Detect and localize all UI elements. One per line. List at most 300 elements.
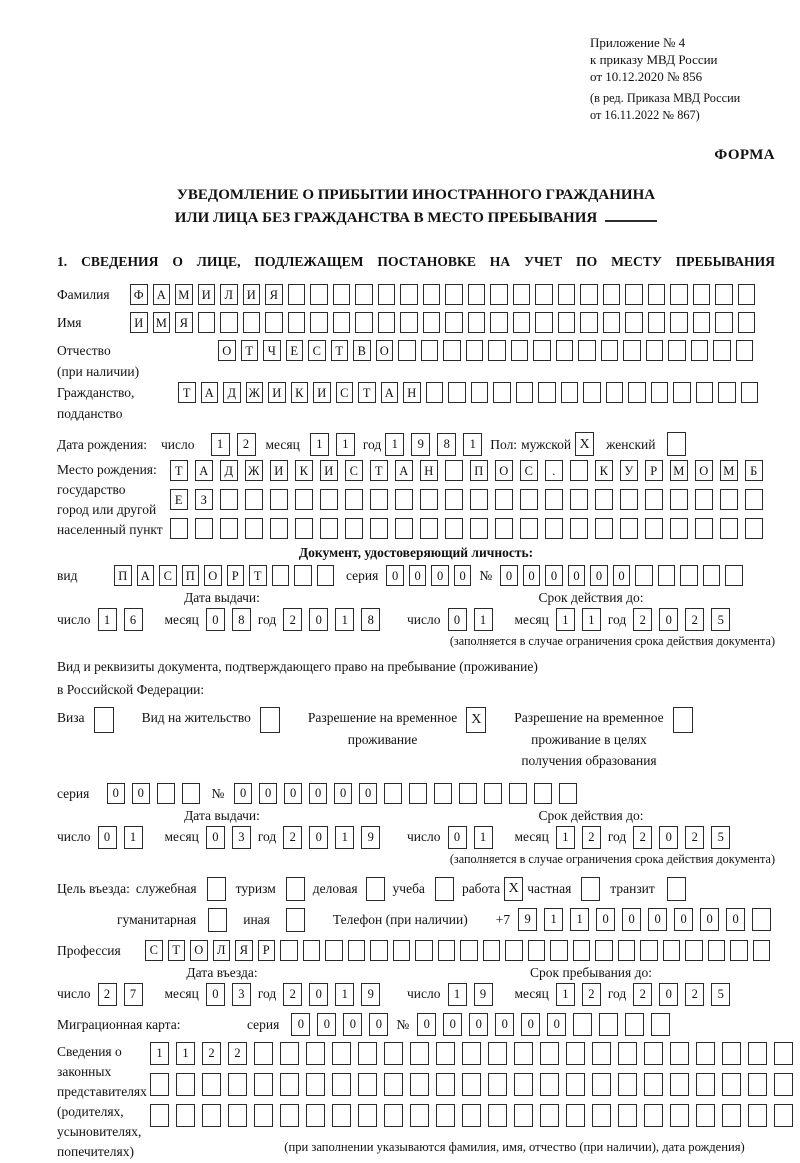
char-cell[interactable]: [245, 489, 263, 510]
char-cell[interactable]: [645, 518, 663, 539]
char-cell[interactable]: [398, 340, 416, 361]
char-cell[interactable]: [774, 1042, 793, 1065]
char-cell[interactable]: 0: [495, 1013, 514, 1036]
char-cell[interactable]: 0: [309, 783, 327, 804]
char-cell[interactable]: [514, 1073, 533, 1096]
char-cell[interactable]: 0: [568, 565, 586, 586]
char-cell[interactable]: [294, 565, 312, 586]
char-cell[interactable]: [182, 783, 200, 804]
char-cell[interactable]: К: [595, 460, 613, 481]
char-cell[interactable]: [595, 518, 613, 539]
char-cell[interactable]: С: [345, 460, 363, 481]
char-cell[interactable]: Б: [745, 460, 763, 481]
char-cell[interactable]: М: [670, 460, 688, 481]
char-cell[interactable]: 0: [431, 565, 449, 586]
char-cell[interactable]: [483, 940, 501, 961]
char-cell[interactable]: [410, 1042, 429, 1065]
char-cell[interactable]: [493, 382, 511, 403]
char-cell[interactable]: [651, 1013, 670, 1036]
char-cell[interactable]: [295, 489, 313, 510]
char-cell[interactable]: 1: [336, 433, 355, 456]
char-cell[interactable]: 0: [284, 783, 302, 804]
char-cell[interactable]: [670, 312, 688, 333]
char-cell[interactable]: 1: [98, 608, 117, 631]
char-cell[interactable]: [670, 518, 688, 539]
char-cell[interactable]: А: [195, 460, 213, 481]
char-cell[interactable]: [774, 1073, 793, 1096]
char-cell[interactable]: [623, 340, 641, 361]
char-cell[interactable]: [592, 1042, 611, 1065]
char-cell[interactable]: [620, 489, 638, 510]
char-cell[interactable]: [295, 518, 313, 539]
char-cell[interactable]: [220, 489, 238, 510]
char-cell[interactable]: [370, 518, 388, 539]
char-cell[interactable]: [370, 489, 388, 510]
char-cell[interactable]: [170, 518, 188, 539]
char-cell[interactable]: Т: [168, 940, 186, 961]
char-cell[interactable]: [150, 1104, 169, 1127]
visa-checkbox[interactable]: [94, 707, 114, 733]
char-cell[interactable]: 0: [448, 608, 467, 631]
char-cell[interactable]: [280, 1073, 299, 1096]
char-cell[interactable]: 0: [596, 908, 615, 931]
char-cell[interactable]: О: [495, 460, 513, 481]
char-cell[interactable]: 0: [523, 565, 541, 586]
char-cell[interactable]: 2: [633, 826, 652, 849]
char-cell[interactable]: 9: [411, 433, 430, 456]
char-cell[interactable]: С: [308, 340, 326, 361]
char-cell[interactable]: [303, 940, 321, 961]
char-cell[interactable]: 2: [685, 826, 704, 849]
char-cell[interactable]: [618, 940, 636, 961]
char-cell[interactable]: 1: [150, 1042, 169, 1065]
char-cell[interactable]: [370, 940, 388, 961]
char-cell[interactable]: [573, 1013, 592, 1036]
char-cell[interactable]: [488, 1042, 507, 1065]
char-cell[interactable]: 1: [335, 826, 354, 849]
char-cell[interactable]: 2: [228, 1042, 247, 1065]
char-cell[interactable]: 9: [361, 826, 380, 849]
char-cell[interactable]: [410, 1104, 429, 1127]
char-cell[interactable]: [410, 1073, 429, 1096]
char-cell[interactable]: [358, 1042, 377, 1065]
char-cell[interactable]: [556, 340, 574, 361]
char-cell[interactable]: [738, 312, 756, 333]
char-cell[interactable]: [306, 1073, 325, 1096]
char-cell[interactable]: [618, 1073, 637, 1096]
char-cell[interactable]: [423, 284, 441, 305]
char-cell[interactable]: [490, 312, 508, 333]
char-cell[interactable]: [445, 518, 463, 539]
char-cell[interactable]: 0: [291, 1013, 310, 1036]
char-cell[interactable]: П: [470, 460, 488, 481]
char-cell[interactable]: У: [620, 460, 638, 481]
char-cell[interactable]: [599, 1013, 618, 1036]
char-cell[interactable]: 1: [448, 983, 467, 1006]
char-cell[interactable]: С: [520, 460, 538, 481]
char-cell[interactable]: [520, 518, 538, 539]
char-cell[interactable]: [722, 1073, 741, 1096]
char-cell[interactable]: [566, 1042, 585, 1065]
char-cell[interactable]: 1: [211, 433, 230, 456]
char-cell[interactable]: [332, 1073, 351, 1096]
char-cell[interactable]: 0: [547, 1013, 566, 1036]
char-cell[interactable]: [345, 489, 363, 510]
purpose-commercial-checkbox[interactable]: [366, 877, 385, 901]
char-cell[interactable]: 0: [309, 826, 328, 849]
char-cell[interactable]: [603, 284, 621, 305]
char-cell[interactable]: [421, 340, 439, 361]
char-cell[interactable]: [495, 489, 513, 510]
char-cell[interactable]: [355, 312, 373, 333]
char-cell[interactable]: 1: [556, 983, 575, 1006]
char-cell[interactable]: М: [153, 312, 171, 333]
char-cell[interactable]: [332, 1104, 351, 1127]
char-cell[interactable]: М: [175, 284, 193, 305]
residence-permit-checkbox[interactable]: [260, 707, 280, 733]
char-cell[interactable]: [668, 340, 686, 361]
char-cell[interactable]: [578, 340, 596, 361]
char-cell[interactable]: О: [376, 340, 394, 361]
char-cell[interactable]: Р: [258, 940, 276, 961]
education-residence-checkbox[interactable]: [673, 707, 693, 733]
char-cell[interactable]: 1: [335, 608, 354, 631]
char-cell[interactable]: [400, 284, 418, 305]
char-cell[interactable]: П: [114, 565, 132, 586]
purpose-humanitarian-checkbox[interactable]: [208, 908, 227, 932]
char-cell[interactable]: В: [353, 340, 371, 361]
char-cell[interactable]: [580, 284, 598, 305]
char-cell[interactable]: А: [381, 382, 399, 403]
char-cell[interactable]: [514, 1104, 533, 1127]
char-cell[interactable]: С: [145, 940, 163, 961]
char-cell[interactable]: [745, 489, 763, 510]
char-cell[interactable]: [715, 312, 733, 333]
char-cell[interactable]: [198, 312, 216, 333]
char-cell[interactable]: 0: [259, 783, 277, 804]
char-cell[interactable]: [736, 340, 754, 361]
char-cell[interactable]: [395, 489, 413, 510]
char-cell[interactable]: 0: [343, 1013, 362, 1036]
char-cell[interactable]: [345, 518, 363, 539]
char-cell[interactable]: [384, 1042, 403, 1065]
purpose-business-checkbox[interactable]: [207, 877, 226, 901]
char-cell[interactable]: С: [159, 565, 177, 586]
char-cell[interactable]: 3: [232, 826, 251, 849]
char-cell[interactable]: [592, 1104, 611, 1127]
char-cell[interactable]: [488, 1073, 507, 1096]
char-cell[interactable]: [580, 312, 598, 333]
char-cell[interactable]: 1: [544, 908, 563, 931]
char-cell[interactable]: [445, 312, 463, 333]
char-cell[interactable]: [384, 1104, 403, 1127]
char-cell[interactable]: [550, 940, 568, 961]
char-cell[interactable]: 0: [369, 1013, 388, 1036]
char-cell[interactable]: [741, 382, 759, 403]
char-cell[interactable]: 0: [674, 908, 693, 931]
char-cell[interactable]: [358, 1104, 377, 1127]
sex-female-checkbox[interactable]: [667, 432, 686, 456]
char-cell[interactable]: [618, 1042, 637, 1065]
char-cell[interactable]: [384, 783, 402, 804]
char-cell[interactable]: [470, 518, 488, 539]
char-cell[interactable]: Р: [227, 565, 245, 586]
char-cell[interactable]: 2: [283, 983, 302, 1006]
char-cell[interactable]: Т: [370, 460, 388, 481]
char-cell[interactable]: [420, 489, 438, 510]
char-cell[interactable]: .: [545, 460, 563, 481]
char-cell[interactable]: [332, 1042, 351, 1065]
char-cell[interactable]: [254, 1042, 273, 1065]
char-cell[interactable]: [509, 783, 527, 804]
char-cell[interactable]: [670, 1073, 689, 1096]
char-cell[interactable]: [670, 489, 688, 510]
char-cell[interactable]: Л: [220, 284, 238, 305]
char-cell[interactable]: 8: [361, 608, 380, 631]
char-cell[interactable]: [570, 518, 588, 539]
char-cell[interactable]: 2: [283, 608, 302, 631]
char-cell[interactable]: [748, 1104, 767, 1127]
purpose-work-checkbox[interactable]: X: [504, 877, 523, 901]
char-cell[interactable]: [176, 1073, 195, 1096]
char-cell[interactable]: [693, 284, 711, 305]
char-cell[interactable]: Т: [249, 565, 267, 586]
char-cell[interactable]: [176, 1104, 195, 1127]
char-cell[interactable]: [658, 565, 676, 586]
char-cell[interactable]: [645, 489, 663, 510]
char-cell[interactable]: 0: [132, 783, 150, 804]
char-cell[interactable]: [520, 489, 538, 510]
char-cell[interactable]: С: [336, 382, 354, 403]
char-cell[interactable]: Ф: [130, 284, 148, 305]
char-cell[interactable]: 0: [317, 1013, 336, 1036]
char-cell[interactable]: Н: [403, 382, 421, 403]
char-cell[interactable]: [696, 382, 714, 403]
char-cell[interactable]: [651, 382, 669, 403]
char-cell[interactable]: [320, 518, 338, 539]
char-cell[interactable]: [722, 1042, 741, 1065]
char-cell[interactable]: 1: [474, 608, 493, 631]
char-cell[interactable]: [528, 940, 546, 961]
char-cell[interactable]: П: [182, 565, 200, 586]
char-cell[interactable]: Т: [178, 382, 196, 403]
char-cell[interactable]: [460, 940, 478, 961]
char-cell[interactable]: Р: [645, 460, 663, 481]
char-cell[interactable]: 1: [582, 608, 601, 631]
char-cell[interactable]: Д: [220, 460, 238, 481]
char-cell[interactable]: [713, 340, 731, 361]
char-cell[interactable]: 0: [206, 826, 225, 849]
char-cell[interactable]: [558, 284, 576, 305]
char-cell[interactable]: Т: [170, 460, 188, 481]
char-cell[interactable]: [310, 312, 328, 333]
char-cell[interactable]: 2: [633, 608, 652, 631]
char-cell[interactable]: [748, 1042, 767, 1065]
char-cell[interactable]: [426, 382, 444, 403]
char-cell[interactable]: 1: [385, 433, 404, 456]
char-cell[interactable]: Л: [213, 940, 231, 961]
char-cell[interactable]: 0: [545, 565, 563, 586]
char-cell[interactable]: А: [395, 460, 413, 481]
char-cell[interactable]: 8: [232, 608, 251, 631]
char-cell[interactable]: Т: [241, 340, 259, 361]
char-cell[interactable]: О: [695, 460, 713, 481]
char-cell[interactable]: [720, 489, 738, 510]
char-cell[interactable]: [595, 489, 613, 510]
char-cell[interactable]: [640, 940, 658, 961]
char-cell[interactable]: [393, 940, 411, 961]
purpose-study-checkbox[interactable]: [435, 877, 454, 901]
char-cell[interactable]: 0: [622, 908, 641, 931]
char-cell[interactable]: 1: [474, 826, 493, 849]
char-cell[interactable]: О: [218, 340, 236, 361]
char-cell[interactable]: [695, 518, 713, 539]
char-cell[interactable]: [333, 284, 351, 305]
char-cell[interactable]: [488, 340, 506, 361]
char-cell[interactable]: Ж: [246, 382, 264, 403]
char-cell[interactable]: [566, 1073, 585, 1096]
char-cell[interactable]: [696, 1073, 715, 1096]
char-cell[interactable]: [220, 518, 238, 539]
char-cell[interactable]: 9: [474, 983, 493, 1006]
char-cell[interactable]: [150, 1073, 169, 1096]
char-cell[interactable]: [310, 284, 328, 305]
char-cell[interactable]: [445, 460, 463, 481]
char-cell[interactable]: [696, 1042, 715, 1065]
char-cell[interactable]: [644, 1042, 663, 1065]
char-cell[interactable]: 0: [726, 908, 745, 931]
char-cell[interactable]: [625, 1013, 644, 1036]
char-cell[interactable]: [459, 783, 477, 804]
char-cell[interactable]: [618, 1104, 637, 1127]
char-cell[interactable]: [462, 1042, 481, 1065]
char-cell[interactable]: О: [204, 565, 222, 586]
char-cell[interactable]: 0: [454, 565, 472, 586]
char-cell[interactable]: 0: [206, 983, 225, 1006]
purpose-tourism-checkbox[interactable]: [286, 877, 305, 901]
char-cell[interactable]: [535, 284, 553, 305]
char-cell[interactable]: [540, 1104, 559, 1127]
char-cell[interactable]: [693, 312, 711, 333]
char-cell[interactable]: [280, 940, 298, 961]
char-cell[interactable]: [348, 940, 366, 961]
char-cell[interactable]: [538, 382, 556, 403]
char-cell[interactable]: И: [268, 382, 286, 403]
char-cell[interactable]: Я: [235, 940, 253, 961]
char-cell[interactable]: [540, 1042, 559, 1065]
char-cell[interactable]: 0: [234, 783, 252, 804]
char-cell[interactable]: [436, 1104, 455, 1127]
char-cell[interactable]: Н: [420, 460, 438, 481]
char-cell[interactable]: А: [153, 284, 171, 305]
char-cell[interactable]: [738, 284, 756, 305]
char-cell[interactable]: [533, 340, 551, 361]
char-cell[interactable]: [601, 340, 619, 361]
char-cell[interactable]: 1: [556, 826, 575, 849]
char-cell[interactable]: [592, 1073, 611, 1096]
purpose-other-checkbox[interactable]: [286, 908, 305, 932]
char-cell[interactable]: 3: [232, 983, 251, 1006]
char-cell[interactable]: 0: [700, 908, 719, 931]
char-cell[interactable]: [628, 382, 646, 403]
char-cell[interactable]: [545, 518, 563, 539]
char-cell[interactable]: [220, 312, 238, 333]
char-cell[interactable]: [445, 489, 463, 510]
char-cell[interactable]: К: [295, 460, 313, 481]
char-cell[interactable]: [228, 1104, 247, 1127]
char-cell[interactable]: [561, 382, 579, 403]
char-cell[interactable]: [470, 489, 488, 510]
char-cell[interactable]: [443, 340, 461, 361]
char-cell[interactable]: [288, 284, 306, 305]
sex-male-checkbox[interactable]: X: [575, 432, 594, 456]
char-cell[interactable]: [511, 340, 529, 361]
char-cell[interactable]: [471, 382, 489, 403]
char-cell[interactable]: [202, 1073, 221, 1096]
char-cell[interactable]: Т: [331, 340, 349, 361]
char-cell[interactable]: 0: [417, 1013, 436, 1036]
char-cell[interactable]: [673, 382, 691, 403]
char-cell[interactable]: [157, 783, 175, 804]
char-cell[interactable]: [333, 312, 351, 333]
char-cell[interactable]: [505, 940, 523, 961]
char-cell[interactable]: 2: [202, 1042, 221, 1065]
char-cell[interactable]: [722, 1104, 741, 1127]
char-cell[interactable]: А: [137, 565, 155, 586]
char-cell[interactable]: 1: [556, 608, 575, 631]
char-cell[interactable]: [685, 940, 703, 961]
char-cell[interactable]: [748, 1073, 767, 1096]
char-cell[interactable]: 1: [124, 826, 143, 849]
char-cell[interactable]: [534, 783, 552, 804]
char-cell[interactable]: [228, 1073, 247, 1096]
char-cell[interactable]: 0: [107, 783, 125, 804]
char-cell[interactable]: 0: [648, 908, 667, 931]
char-cell[interactable]: И: [130, 312, 148, 333]
char-cell[interactable]: [420, 518, 438, 539]
char-cell[interactable]: [644, 1073, 663, 1096]
char-cell[interactable]: 5: [711, 826, 730, 849]
char-cell[interactable]: [708, 940, 726, 961]
char-cell[interactable]: [438, 940, 456, 961]
char-cell[interactable]: [774, 1104, 793, 1127]
char-cell[interactable]: [753, 940, 771, 961]
char-cell[interactable]: 9: [361, 983, 380, 1006]
char-cell[interactable]: [395, 518, 413, 539]
char-cell[interactable]: Я: [265, 284, 283, 305]
char-cell[interactable]: [484, 783, 502, 804]
char-cell[interactable]: [270, 518, 288, 539]
char-cell[interactable]: [272, 565, 290, 586]
char-cell[interactable]: И: [313, 382, 331, 403]
char-cell[interactable]: И: [243, 284, 261, 305]
char-cell[interactable]: 0: [659, 608, 678, 631]
char-cell[interactable]: 0: [443, 1013, 462, 1036]
char-cell[interactable]: [752, 908, 771, 931]
char-cell[interactable]: 8: [437, 433, 456, 456]
char-cell[interactable]: [625, 284, 643, 305]
char-cell[interactable]: [490, 284, 508, 305]
char-cell[interactable]: 0: [469, 1013, 488, 1036]
char-cell[interactable]: [635, 565, 653, 586]
char-cell[interactable]: [265, 312, 283, 333]
char-cell[interactable]: [745, 518, 763, 539]
char-cell[interactable]: [355, 284, 373, 305]
char-cell[interactable]: 0: [659, 983, 678, 1006]
char-cell[interactable]: 0: [521, 1013, 540, 1036]
char-cell[interactable]: [270, 489, 288, 510]
char-cell[interactable]: [695, 489, 713, 510]
